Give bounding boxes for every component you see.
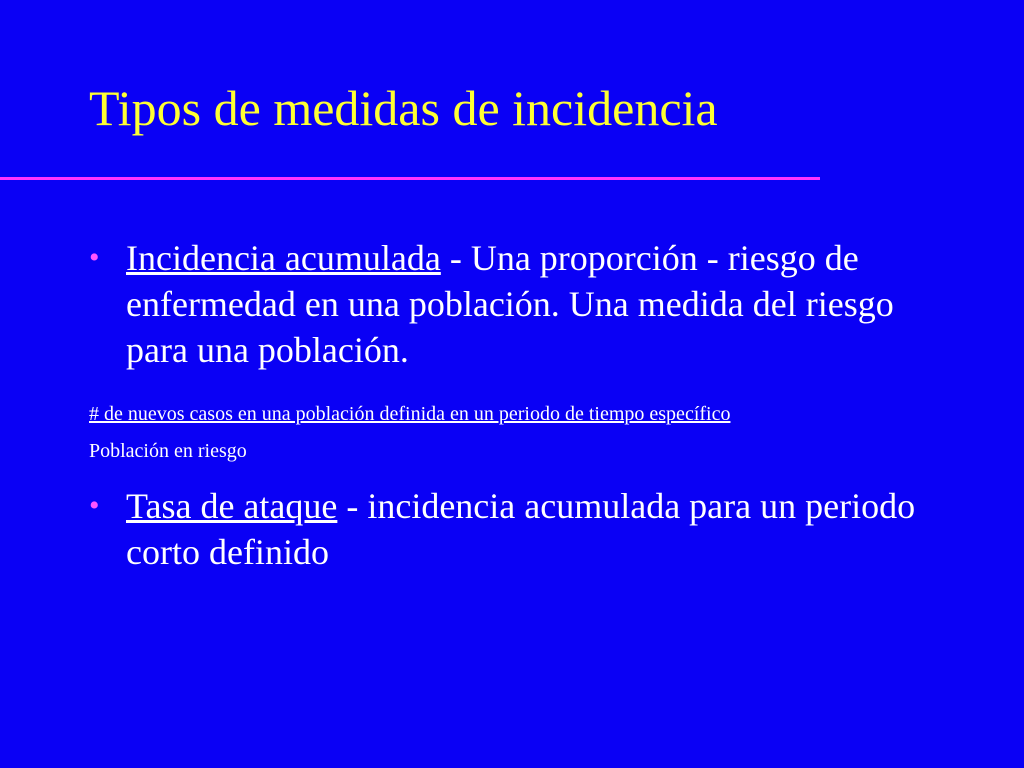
bullet-incidencia-acumulada [89,235,939,373]
bullet-tasa-de-ataque [89,483,939,575]
slide-title: Tipos de medidas de incidencia [89,80,718,136]
bullet-term: Incidencia acumulada [126,238,441,278]
bullet-marker: • [89,489,100,522]
bullet-description: - incidencia acumulada para un periodo corto definido [126,486,916,572]
bullet-description: - Una proporción - riesgo de enfermedad en una población. Una medida del riesgo para una población. [126,238,894,370]
formula-denominator: Población en riesgo [89,440,247,462]
bullet-marker: • [89,241,100,274]
bullet-text [126,483,939,575]
bullet-term: Tasa de ataque [126,486,338,526]
title-divider [0,177,820,180]
bullet-text [126,235,939,373]
formula-numerator: # de nuevos casos en una población definida en un periodo de tiempo específico [89,403,731,425]
